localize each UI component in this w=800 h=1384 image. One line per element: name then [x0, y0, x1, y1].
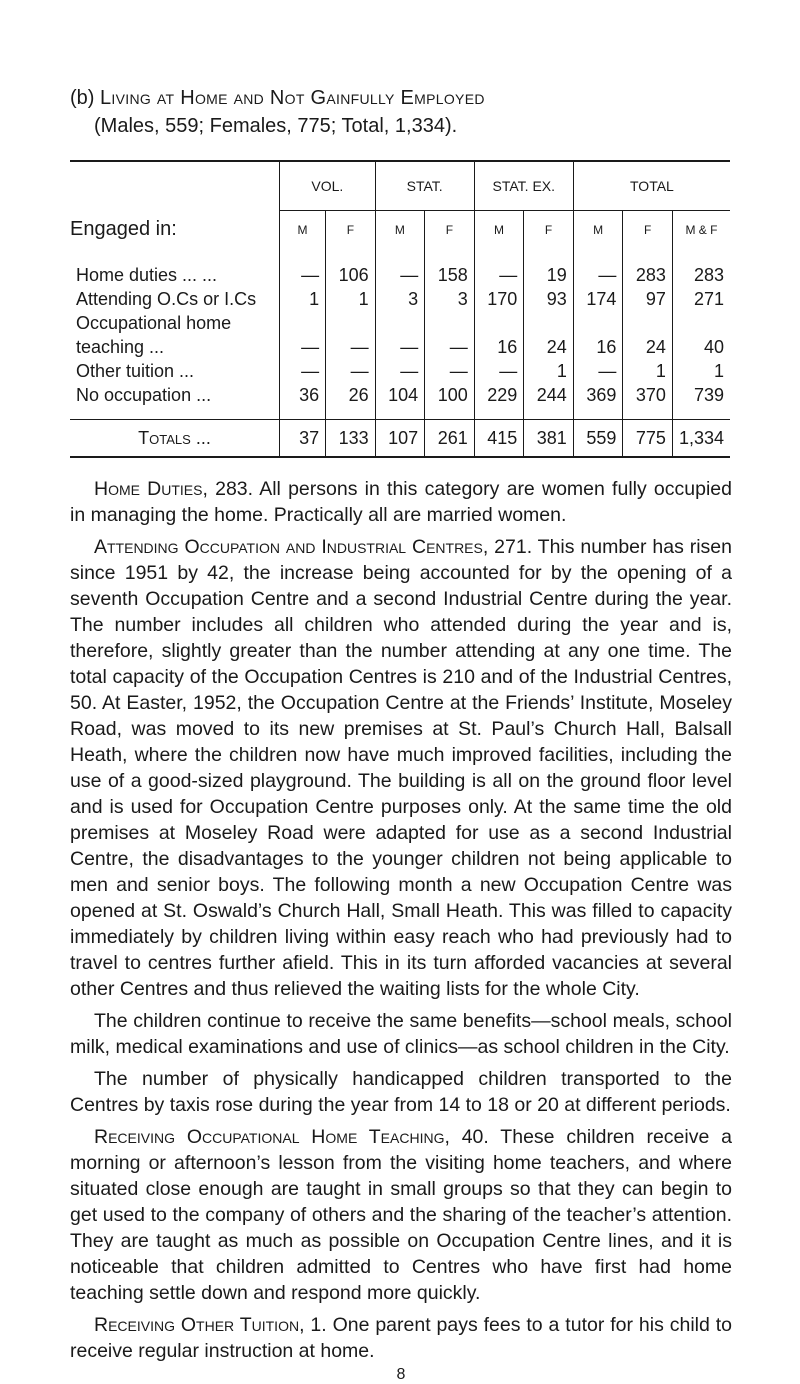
- table-cell: —: [375, 335, 425, 359]
- table-cell: 271: [672, 287, 730, 311]
- table-cell: 106: [326, 249, 376, 287]
- table-cell: [623, 311, 673, 335]
- table-cell: 1: [623, 359, 673, 383]
- table-cell: 174: [573, 287, 623, 311]
- paragraph-text: These children receive a morning or afternoon’s lesson from the visiting home teachers, and where situated close enough are taught in small groups so that they can begin to get used to the company of others and the sharing of the teacher’s attention. They are taught as much as possible on Occupation Centre lines, and it is noticeable that children admitted to Centres who have first had home teaching settle down and respond more quickly.: [70, 1126, 732, 1304]
- table-cell: 283: [672, 249, 730, 287]
- paragraph-home-duties: [70, 476, 732, 528]
- table-cell: 24: [524, 335, 574, 359]
- row-label: Home duties ... ...: [76, 265, 218, 285]
- totals-label: Totals ...: [70, 420, 280, 458]
- group-header-total: TOTAL: [573, 161, 730, 211]
- paragraph-attending-centres: [70, 534, 732, 1002]
- table-cell: 36: [280, 383, 326, 420]
- table-cell: 1: [280, 287, 326, 311]
- table-cell: 3: [375, 287, 425, 311]
- table-cell: 1: [326, 287, 376, 311]
- page-number: 8: [396, 1366, 406, 1383]
- table-cell: —: [375, 249, 425, 287]
- table-cell: [375, 311, 425, 335]
- total-cell: 775: [623, 420, 673, 458]
- total-cell: 1,334: [672, 420, 730, 458]
- table-cell: —: [425, 335, 475, 359]
- table-cell: 16: [474, 335, 524, 359]
- table-cell: 16: [573, 335, 623, 359]
- body-text: [70, 476, 732, 1364]
- table-cell: 158: [425, 249, 475, 287]
- table-row: [70, 359, 730, 383]
- total-cell: 261: [425, 420, 475, 458]
- group-header-stat: STAT.: [375, 161, 474, 211]
- subheader-cell: M: [280, 211, 326, 250]
- table-cell: [474, 311, 524, 335]
- table-cell: —: [474, 249, 524, 287]
- table-cell: 739: [672, 383, 730, 420]
- section-subtitle: (Males, 559; Females, 775; Total, 1,334).: [94, 115, 458, 137]
- table-cell: —: [474, 359, 524, 383]
- paragraph-text: All persons in this category are women fully occupied in managing the home. Practically all are married women.: [70, 478, 732, 526]
- table-cell: 370: [623, 383, 673, 420]
- subheader-cell: M & F: [672, 211, 730, 250]
- subheader-cell: M: [474, 211, 524, 250]
- table-cell: 283: [623, 249, 673, 287]
- table-cell: —: [280, 359, 326, 383]
- paragraph-taxis: [70, 1066, 732, 1118]
- table-cell: 244: [524, 383, 574, 420]
- table-cell: 229: [474, 383, 524, 420]
- table-row: [70, 249, 730, 287]
- table-cell: 369: [573, 383, 623, 420]
- table-cell: —: [280, 249, 326, 287]
- paragraph-lead: Attending Occupation and Industrial Centres, 271.: [94, 536, 533, 558]
- table-cell: 1: [672, 359, 730, 383]
- table-row: [70, 311, 730, 335]
- table-cell: 40: [672, 335, 730, 359]
- table-cell: 1: [524, 359, 574, 383]
- engaged-in-header: Engaged in:: [70, 218, 177, 240]
- table-cell: 24: [623, 335, 673, 359]
- table-cell: 26: [326, 383, 376, 420]
- paragraph-lead: Receiving Other Tuition, 1.: [94, 1314, 327, 1336]
- table-cell: —: [425, 359, 475, 383]
- paragraph-lead: Home Duties, 283.: [94, 478, 254, 500]
- table-group-header-row: [70, 161, 730, 211]
- paragraph-text: This number has risen since 1951 by 42, the increase being accounted for by the opening of a seventh Occupation Centre and a second Industrial Centre during the year. The number includes all children who attended during the year and is, therefore, slightly greater than the number attending at any one time. The total capacity of the Occupation Centres is 210 and of the Industrial Centres, 50. At Easter, 1952, the Occupation Centre at the Friends’ Institute, Moseley Road, was moved to its new premises at St. Paul’s Church Hall, Balsall Heath, where the children now have much improved facilities, including the use of a good-sized playground. The building is all on the ground floor level and is used for Occupation Centre purposes only. At the same time the old premises at Moseley Road were adapted for use as a second Industrial Centre, the disadvantages to the younger children not being applicable to men and senior boys. The following month a new Occupation Centre was opened at St. Oswald’s Church Hall, Small Heath. This was filled to capacity immediately by children living within easy reach who had previously had to travel to centres further afield. This in its turn afforded vacancies at several other Centres and thus relieved the waiting lists for the whole City.: [70, 536, 733, 1000]
- section-heading-prefix: (b): [70, 87, 100, 109]
- row-label: teaching ...: [76, 337, 165, 357]
- total-cell: 37: [280, 420, 326, 458]
- table-cell: [672, 311, 730, 335]
- table-cell: —: [573, 249, 623, 287]
- table-cell: [573, 311, 623, 335]
- section-heading-title: Living at Home and Not Gainfully Employed: [100, 87, 485, 109]
- table-cell: 100: [425, 383, 475, 420]
- total-cell: 133: [326, 420, 376, 458]
- row-label: Other tuition ...: [76, 361, 195, 381]
- table-cell: —: [573, 359, 623, 383]
- subheader-cell: M: [375, 211, 425, 250]
- total-cell: 107: [375, 420, 425, 458]
- table-cell: 19: [524, 249, 574, 287]
- table-cell: 97: [623, 287, 673, 311]
- paragraph-text: The children continue to receive the same benefits—school meals, school milk, medical examinations and use of clinics—as school children in the City.: [70, 1010, 732, 1058]
- paragraph-other-tuition: [70, 1312, 732, 1364]
- table-row: [70, 335, 730, 359]
- table-row: [70, 287, 730, 311]
- table-cell: [280, 311, 326, 335]
- subheader-cell: F: [326, 211, 376, 250]
- paragraph-home-teaching: [70, 1124, 732, 1306]
- table-cell: 3: [425, 287, 475, 311]
- table-cell: [425, 311, 475, 335]
- total-cell: 381: [524, 420, 574, 458]
- table-cell: [326, 311, 376, 335]
- table-cell: 170: [474, 287, 524, 311]
- row-label: Attending O.Cs or I.Cs: [76, 289, 257, 309]
- table-row: [70, 383, 730, 420]
- group-header-stat-ex: STAT. EX.: [474, 161, 573, 211]
- table-cell: —: [280, 335, 326, 359]
- paragraph-text: The number of physically handicapped children transported to the Centres by taxis rose during the year from 14 to 18 or 20 at different periods.: [70, 1068, 732, 1116]
- subheader-cell: F: [425, 211, 475, 250]
- paragraph-text: One parent pays fees to a tutor for his child to receive regular instruction at home.: [70, 1314, 732, 1362]
- total-cell: 559: [573, 420, 623, 458]
- paragraph-lead: Receiving Occupational Home Teaching, 40.: [94, 1126, 489, 1148]
- totals-row: [70, 420, 730, 458]
- table-cell: —: [375, 359, 425, 383]
- statistics-table: [70, 160, 730, 458]
- table-cell: 104: [375, 383, 425, 420]
- group-header-vol: VOL.: [280, 161, 376, 211]
- subheader-cell: F: [623, 211, 673, 250]
- table-cell: —: [326, 335, 376, 359]
- paragraph-benefits: [70, 1008, 732, 1060]
- subheader-cell: M: [573, 211, 623, 250]
- total-cell: 415: [474, 420, 524, 458]
- subheader-cell: F: [524, 211, 574, 250]
- table-cell: 93: [524, 287, 574, 311]
- table-cell: [524, 311, 574, 335]
- table-cell: —: [326, 359, 376, 383]
- row-label: Occupational home: [76, 313, 232, 333]
- section-heading: [70, 84, 800, 112]
- row-label: No occupation ...: [76, 385, 212, 405]
